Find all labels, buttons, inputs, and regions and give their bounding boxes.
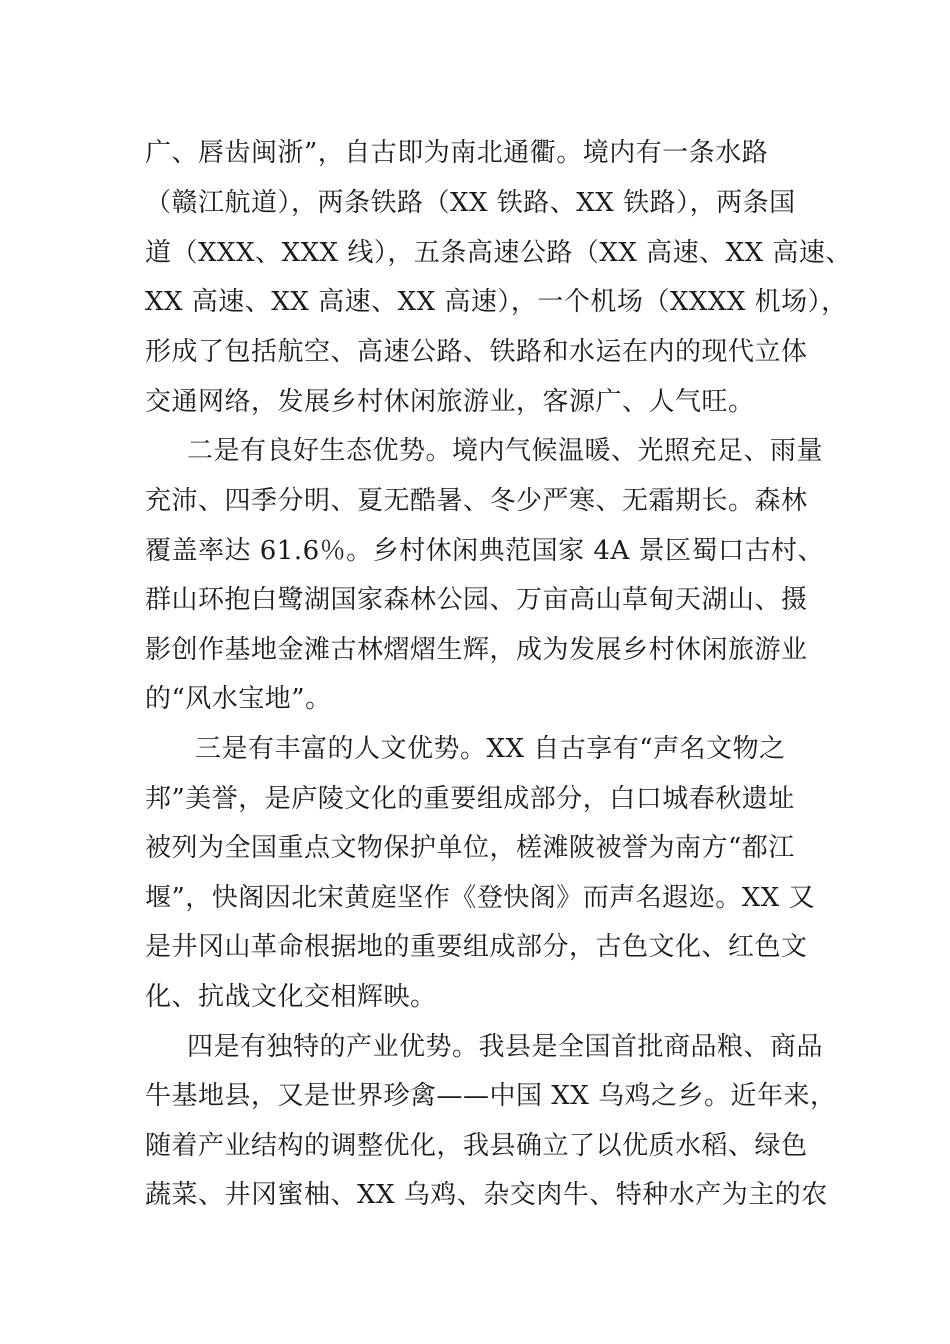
paragraph-start-line: 四是有独特的产业优势。我县是全国首批商品粮、商品: [187, 1032, 824, 1062]
text-line: （赣江航道），两条铁路（XX 铁路、XX 铁路），两条国: [145, 188, 796, 218]
text-line: 充沛、四季分明、夏无酷暑、冬少严寒、无霜期长。森林: [145, 486, 808, 516]
text-line: 影创作基地金滩古林熠熠生辉，成为发展乡村休闲旅游业: [145, 635, 808, 665]
text-line: 交通网络，发展乡村休闲旅游业，客源广、人气旺。: [145, 387, 755, 417]
text-line: 随着产业结构的调整优化，我县确立了以优质水稻、绿色: [145, 1131, 808, 1161]
text-line: 牛基地县，又是世界珍禽——中国 XX 乌鸡之乡。近年来，: [145, 1081, 837, 1111]
text-line: 广、唇齿闽浙”，自古即为南北通衢。境内有一条水路: [145, 138, 769, 168]
text-line: 是井冈山革命根据地的重要组成部分，古色文化、红色文: [145, 932, 808, 962]
text-line: 道（XXX、XXX 线），五条高速公路（XX 高速、XX 高速、: [145, 238, 852, 268]
text-line: 堰”，快阁因北宋黄庭坚作《登快阁》而声名遐迩。XX 又: [145, 883, 816, 913]
text-line: 邦”美誉，是庐陵文化的重要组成部分，白口城春秋遗址: [145, 784, 795, 814]
text-line: 被列为全国重点文物保护单位，槎滩陂被誉为南方“都江: [145, 833, 795, 863]
text-line: 群山环抱白鹭湖国家森林公园、万亩高山草甸天湖山、摄: [145, 585, 808, 615]
paragraph-start-line: 二是有良好生态优势。境内气候温暖、光照充足、雨量: [187, 436, 824, 466]
text-line: 覆盖率达 61.6％。乡村休闲典范国家 4A 景区蜀口古村、: [145, 536, 825, 566]
text-line: 形成了包括航空、高速公路、铁路和水运在内的现代立体: [145, 337, 808, 367]
paragraph-start-line: 三是有丰富的人文优势。XX 自古享有“声名文物之: [195, 734, 786, 764]
text-line: 蔬菜、井冈蜜柚、XX 乌鸡、杂交肉牛、特种水产为主的农: [145, 1180, 828, 1210]
text-line: 的“风水宝地”。: [145, 684, 332, 714]
text-line: 化、抗战文化交相辉映。: [145, 982, 437, 1012]
text-line: XX 高速、XX 高速、XX 高速），一个机场（XXXX 机场），: [145, 287, 848, 317]
